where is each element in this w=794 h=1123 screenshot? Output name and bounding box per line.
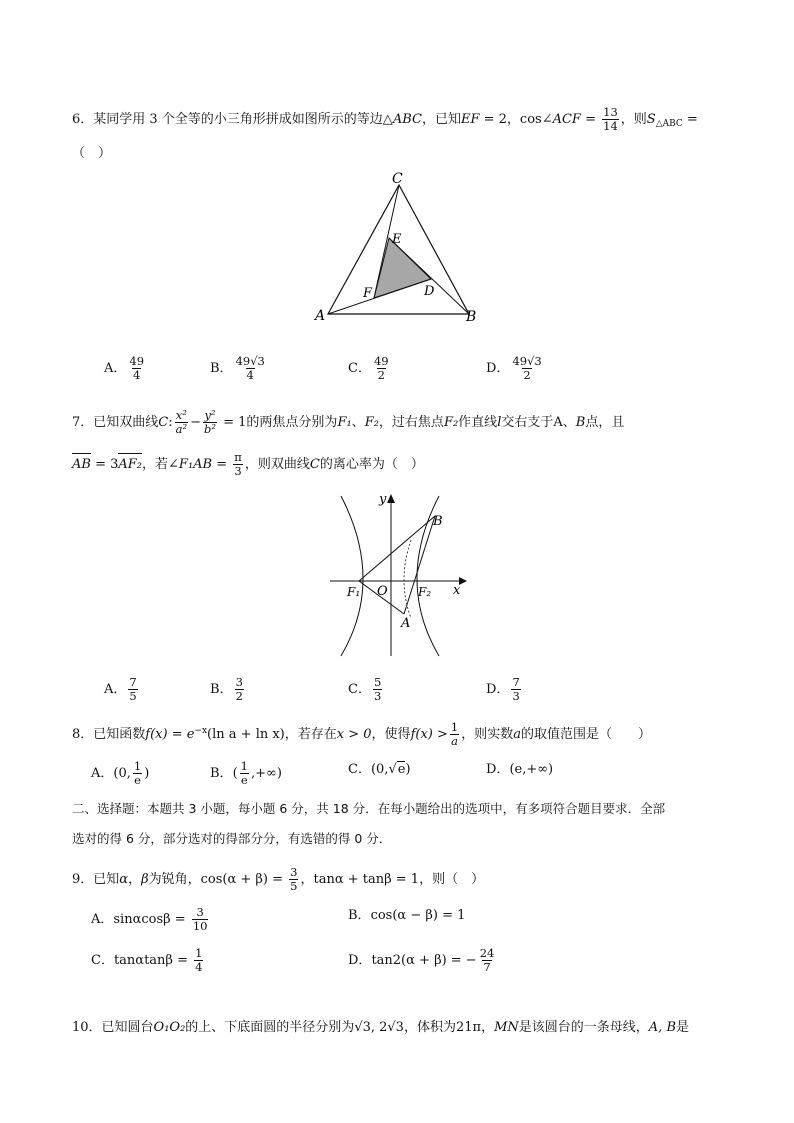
q6-option-d[interactable]: D． $\frac{49√3}{2}$ <box>486 354 542 382</box>
q7-option-b[interactable]: B． $\frac{3}{2}$ <box>210 675 243 703</box>
q6-option-b[interactable]: B． $\frac{49√3}{4}$ <box>210 354 265 382</box>
q7-option-c[interactable]: C． $\frac{5}{3}$ <box>348 675 382 703</box>
q8-option-d[interactable]: D．(e,+∞) <box>486 762 554 777</box>
q9-option-b[interactable]: B．cos(α − β) = 1 <box>348 908 466 923</box>
q6-cos-fraction: $\frac{13}{14}$ <box>603 105 618 133</box>
q9-option-c[interactable]: C．tanαtanβ = $\frac{1}{4}$ <box>91 946 203 974</box>
q7-label-y: y <box>379 492 387 507</box>
q6-stem-line1: 6．某同学用 3 个全等的小三角形拼成如图所示的等边△ABC，已知EF = 2，cos∠ACF = $\frac{13}{14}$ ，则$S_{\triangle ABC}$ = <box>72 105 698 133</box>
q7-label-A: A <box>401 616 411 631</box>
q8-option-c[interactable]: C．(0,√e) <box>348 762 411 777</box>
q9-stem: 9．已知α，β为锐角，cos(α + β) = $\frac{3}{5}$ ，tanα + tanβ = 1，则（ ） <box>72 865 485 893</box>
q7-option-a[interactable]: A． $\frac{7}{5}$ <box>104 675 137 703</box>
q7-stem-line2: AB = 3AF₂，若∠F₁AB = $\frac{\pi}{3}$ ，则双曲线C的离心率为（ ） <box>72 450 424 478</box>
q7-stem-line1: 7．已知双曲线C: $\frac{\text{x²}}{\text{a²}}$ − $\frac{\text{y²}}{\text{b²}}$ = 1的两焦点分别为F₁、F₂，过右焦点F₂作直线l交右支于A、B点，且 <box>72 408 625 436</box>
q6-label-E: E <box>392 232 402 247</box>
q6-paren: （ ） <box>72 146 112 161</box>
q6-label-F: F <box>363 286 373 301</box>
q6-label-C: C <box>392 172 403 187</box>
q7-label-x: x <box>453 583 461 598</box>
q6-label-B: B <box>466 309 477 325</box>
q8-option-a[interactable]: A．(0, $\frac{1}{e}$ ) <box>91 759 150 787</box>
q8-stem: 8．已知函数$f(x) = e^{-x}(\ln$ a + ln x)，若存在x > 0，使得f(x) > $\frac{1}{a}$ ，则实数a的取值范围是（ ） <box>72 720 651 748</box>
section2-line1: 二、选择题：本题共 3 小题，每小题 6 分，共 18 分．在每小题给出的选项中，有多项符合题目要求．全部 <box>72 801 666 816</box>
q7-label-B: B <box>433 514 443 529</box>
section2-line2: 选对的得 6 分，部分选对的得部分分，有选错的得 0 分． <box>72 831 392 846</box>
q8-option-b[interactable]: B．( $\frac{1}{e}$ ,+∞) <box>210 759 282 787</box>
q6-option-c[interactable]: C． $\frac{49}{2}$ <box>348 354 389 382</box>
q7-label-F1: F₁ <box>347 585 361 599</box>
q6-label-D: D <box>424 284 435 299</box>
q7-label-O: O <box>377 584 388 599</box>
q6-triangle-figure <box>310 172 490 330</box>
q6-option-a[interactable]: A． $\frac{49}{4}$ <box>104 354 145 382</box>
q6-label-A: A <box>315 308 326 324</box>
q9-option-d[interactable]: D．tan2(α + β) = − $\frac{24}{7}$ <box>348 946 495 974</box>
q7-option-d[interactable]: D． $\frac{7}{3}$ <box>486 675 520 703</box>
q9-option-a[interactable]: A．sinαcosβ = $\frac{3}{10}$ <box>91 905 208 933</box>
q7-hyperbola-figure <box>325 488 475 658</box>
q10-stem: 10．已知圆台O₁O₂的上、下底面圆的半径分别为√3, 2√3，体积为21π，MN是该圆台的一条母线，A, B是 <box>72 1020 690 1035</box>
q7-label-F2: F₂ <box>418 585 432 599</box>
